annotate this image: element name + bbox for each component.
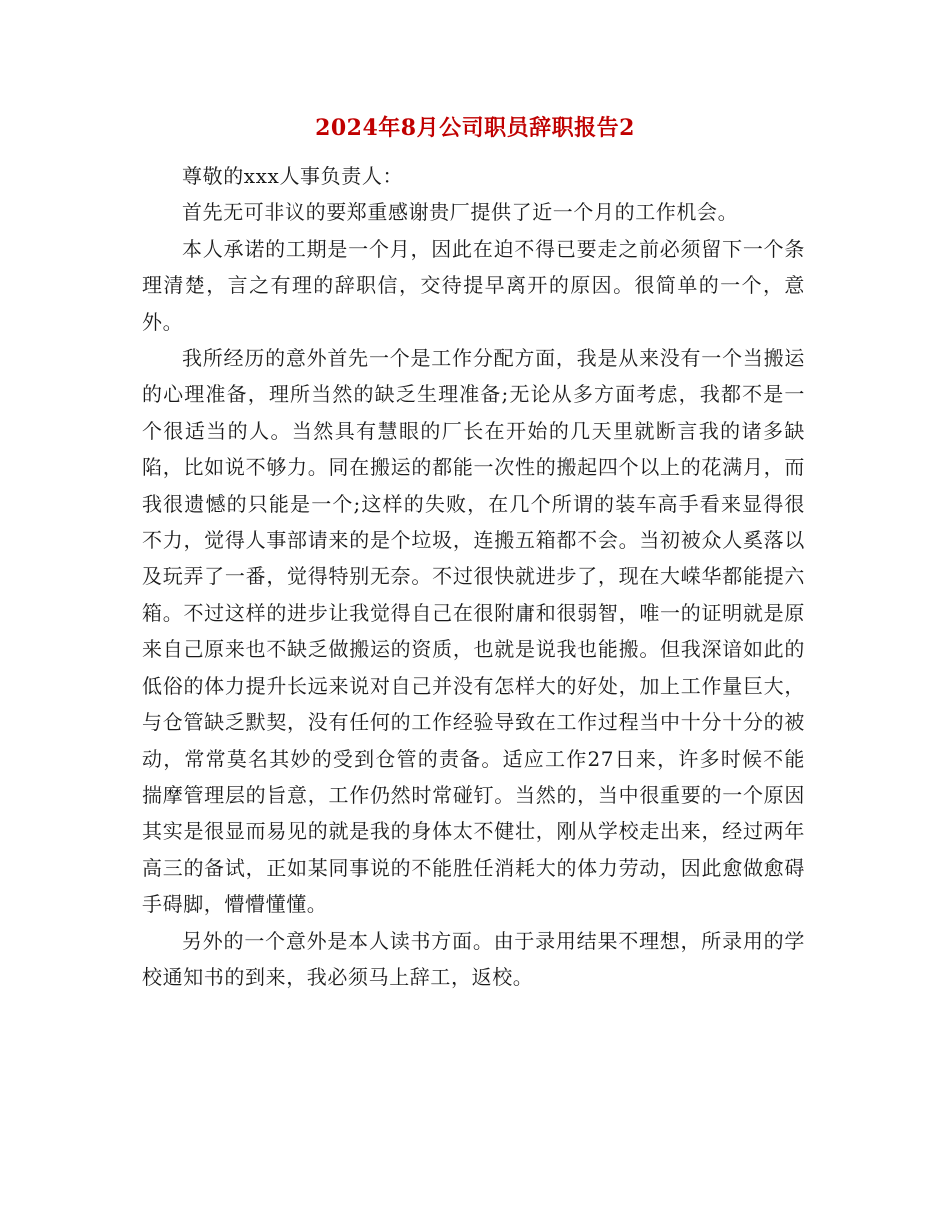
salutation: 尊敬的xxx人事负责人： [182, 164, 404, 188]
document-title: 2024年8月公司职员辞职报告2 [315, 115, 635, 141]
paragraph-commitment: 本人承诺的工期是一个月，因此在迫不得已要走之前必须留下一个条理清楚，言之有理的辞职信，交待提早离开的原因。很简单的一个，意外。 [142, 236, 805, 334]
document-body [142, 158, 805, 995]
paragraph-thanks: 首先无可非议的要郑重感谢贵厂提供了近一个月的工作机会。 [182, 200, 739, 225]
paragraph-work-assignment: 我所经历的意外首先一个是工作分配方面，我是从来没有一个当搬运的心理准备，理所当然的缺乏生理准备;无论从多方面考虑，我都不是一个很适当的人。当然具有慧眼的厂长在开始的几天里就断言我的诸多缺陷，比如说不够力。同在搬运的都能一次性的搬起四个以上的花满月，而我很遗憾的只能是一个;这样的失败，在几个所谓的装车高手看来显得很不力，觉得人事部请来的是个垃圾，连搬五箱都不会。当初被众人奚落以及玩弄了一番，觉得特别无奈。不过很快就进步了，现在大嵘华都能提六箱。不过这样的进步让我觉得自己在很附庸和很弱智，唯一的证明就是原来自己原来也不缺乏做搬运的资质，也就是说我也能搬。但我深谙如此的低俗的体力提升长远来说对自己并没有怎样大的好处，加上工作量巨大，与仓管缺乏默契，没有任何的工作经验导致在工作过程当中十分十分的被动，常常莫名其妙的受到仓管的责备。适应工作27日来，许多时候不能揣摩管理层的旨意，工作仍然时常碰钉。当然的，当中很重要的一个原因其实是很显而易见的就是我的身体太不健壮，刚从学校走出来，经过两年高三的备试，正如某同事说的不能胜任消耗大的体力劳动，因此愈做愈碍手碍脚，懵懵懂懂。 [142, 346, 805, 917]
paragraph-study: 另外的一个意外是本人读书方面。由于录用结果不理想，所录用的学校通知书的到来，我必须马上辞工，返校。 [142, 928, 805, 989]
